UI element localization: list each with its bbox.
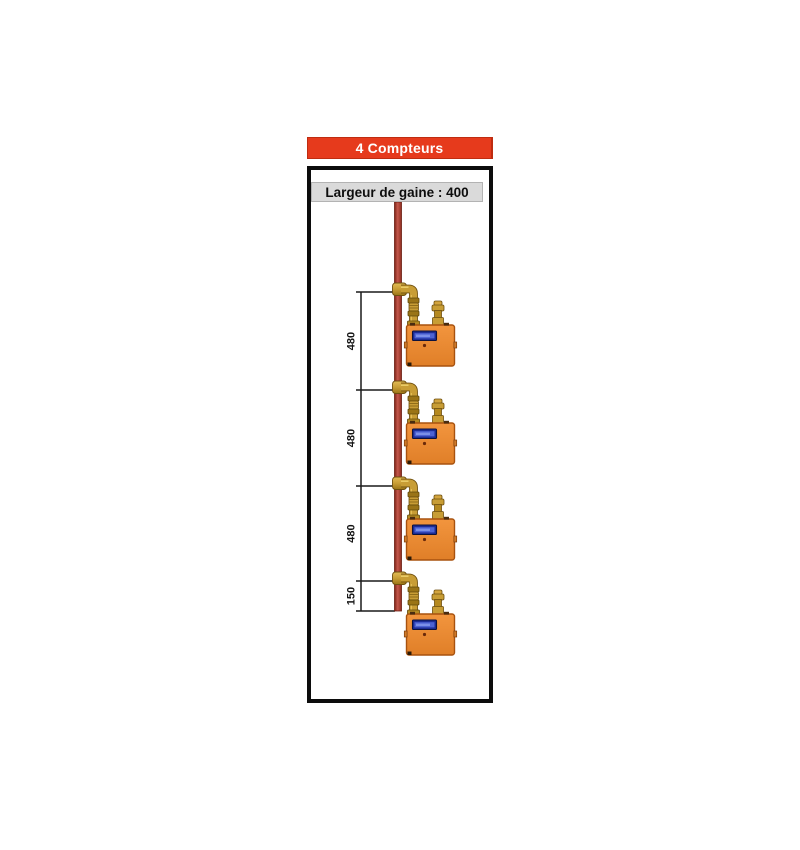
dimension-label-3: 480 xyxy=(345,524,358,543)
riser-pipe xyxy=(395,202,402,611)
dimension-label-1: 480 xyxy=(345,331,358,351)
dimension-label-2: 480 xyxy=(345,428,358,448)
header-banner xyxy=(307,137,493,159)
dimension-label-4: 150 xyxy=(345,586,358,606)
duct-width-text: Largeur de gaine : 400 xyxy=(325,184,469,200)
header-title: 4 Compteurs xyxy=(355,140,444,156)
duct-width-label xyxy=(311,182,483,202)
riser-diagram xyxy=(307,166,493,703)
